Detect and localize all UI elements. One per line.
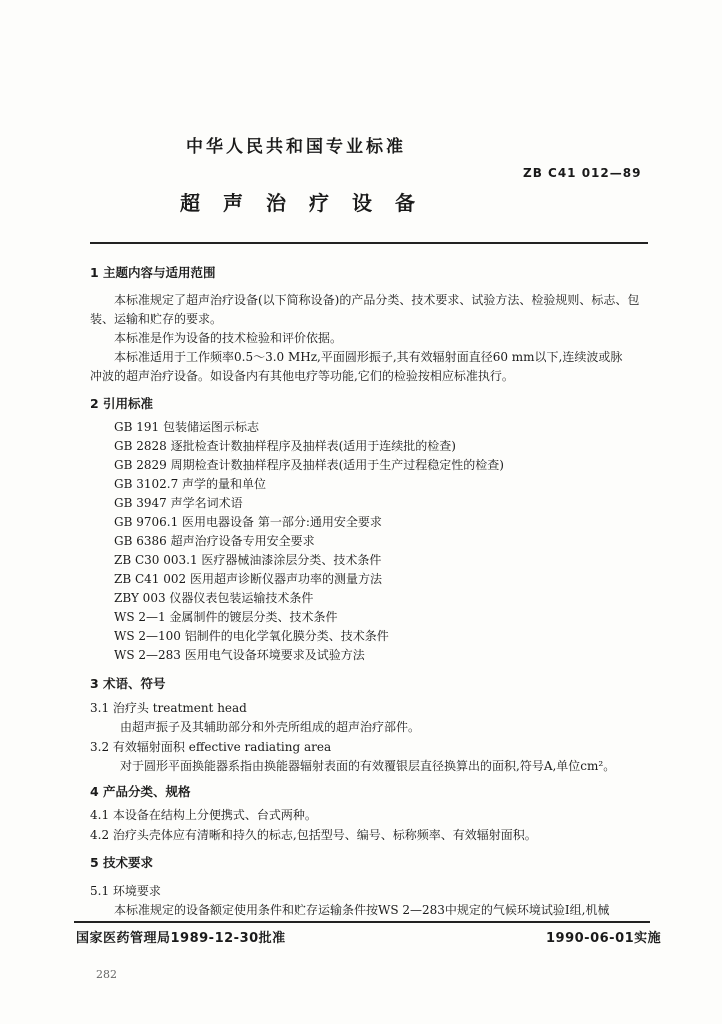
term-definition: 对于圆形平面换能器系指由换能器辐射表面的有效覆银层直径换算出的面积,符号A,单位cm²。: [120, 759, 616, 773]
section-2-heading: 2 引用标准: [90, 396, 154, 411]
reference-item: ZBY 003 仪器仪表包装运输技术条件: [114, 591, 314, 605]
reference-item: GB 2829 周期检查计数抽样程序及抽样表(适用于生产过程稳定性的检查): [114, 458, 504, 472]
reference-item: GB 2828 逐批检查计数抽样程序及抽样表(适用于连续批的检查): [114, 439, 456, 453]
reference-item: ZB C30 003.1 医疗器械油漆涂层分类、技术条件: [114, 553, 382, 567]
reference-item: GB 9706.1 医用电器设备 第一部分:通用安全要求: [114, 515, 382, 529]
reference-item: GB 3102.7 声学的量和单位: [114, 477, 267, 491]
reference-item: WS 2—100 铝制件的电化学氧化膜分类、技术条件: [114, 629, 389, 643]
top-rule: [90, 242, 648, 244]
clause-item: 4.2 治疗头壳体应有清晰和持久的标志,包括型号、编号、标称频率、有效辐射面积。: [90, 828, 537, 842]
term-definition: 由超声振子及其辅助部分和外壳所组成的超声治疗部件。: [120, 720, 421, 734]
reference-item: GB 191 包装储运图示标志: [114, 420, 259, 434]
page-number: 282: [96, 968, 117, 981]
reference-item: WS 2—283 医用电气设备环境要求及试验方法: [114, 648, 365, 662]
section-5-heading: 5 技术要求: [90, 855, 154, 870]
reference-item: ZB C41 002 医用超声诊断仪器声功率的测量方法: [114, 572, 382, 586]
section-1-paragraph: 冲波的超声治疗设备。如设备内有其他电疗等功能,它们的检验按相应标准执行。: [90, 369, 514, 383]
reference-item: WS 2—1 金属制件的镀层分类、技术条件: [114, 610, 338, 624]
section-1-paragraph: 本标准适用于工作频率0.5～3.0 MHz,平面圆形振子,其有效辐射面直径60 mm以下,连续波或脉: [114, 350, 623, 364]
section-1-paragraph: 本标准是作为设备的技术检验和评价依据。: [114, 331, 343, 345]
clause-item: 5.1 环境要求: [90, 884, 161, 898]
implementation-date: 1990-06-01实施: [546, 931, 662, 946]
reference-item: GB 6386 超声治疗设备专用安全要求: [114, 534, 315, 548]
org-title: 中华人民共和国专业标准: [186, 137, 406, 157]
section-1-heading: 1 主题内容与适用范围: [90, 265, 216, 280]
section-1-paragraph: 本标准规定了超声治疗设备(以下简称设备)的产品分类、技术要求、试验方法、检验规则、标志、包: [114, 293, 640, 307]
section-3-heading: 3 术语、符号: [90, 676, 166, 691]
clause-item: 4.1 本设备在结构上分便携式、台式两种。: [90, 808, 317, 822]
reference-item: GB 3947 声学名词术语: [114, 496, 243, 510]
section-1-paragraph: 装、运输和贮存的要求。: [90, 312, 223, 326]
approval-line: 国家医药管理局1989-12-30批准: [76, 931, 286, 946]
term-item: 3.2 有效辐射面积 effective radiating area: [90, 740, 332, 754]
standard-number: ZB C41 012—89: [523, 166, 642, 180]
section-4-heading: 4 产品分类、规格: [90, 784, 191, 799]
bottom-rule: [74, 921, 650, 923]
document-title: 超声治疗设备: [180, 191, 438, 215]
term-item: 3.1 治疗头 treatment head: [90, 701, 247, 715]
section-5-paragraph: 本标准规定的设备额定使用条件和贮存运输条件按WS 2—283中规定的气候环境试验Ⅰ组,机械: [114, 903, 610, 917]
